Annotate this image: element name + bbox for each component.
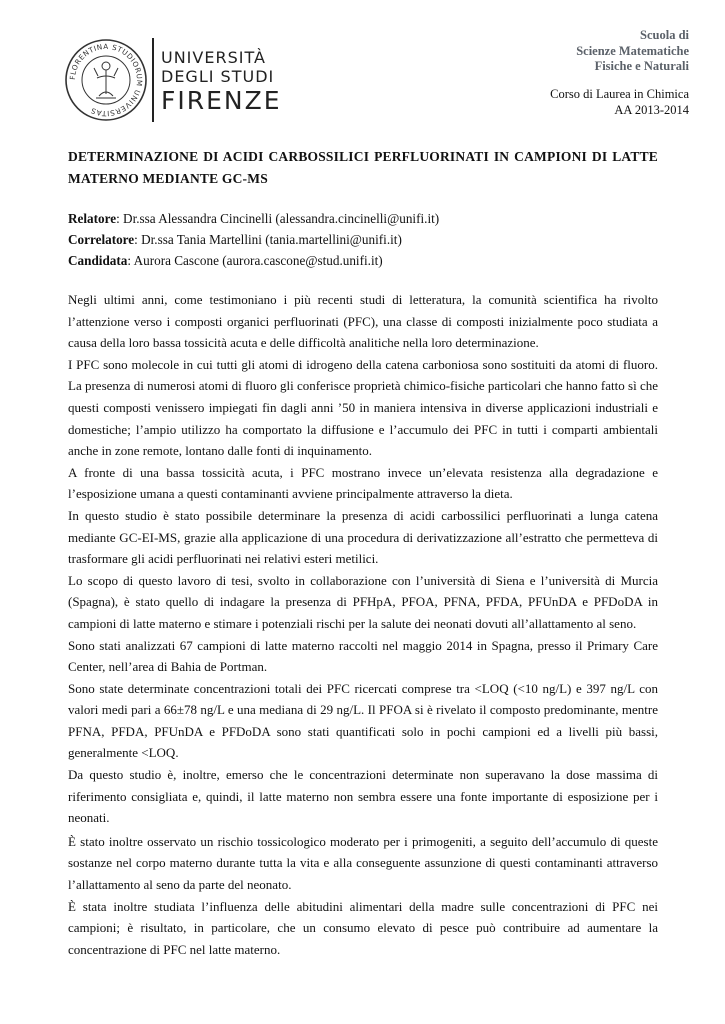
paragraph: È stata inoltre studiata l’influenza delle abitudini alimentari della madre sulle concentrazioni di PFC nei campioni; è risultato, in particolare, che un consumo elevato di pesce può contribuire ad aumentare la concentrazione di PFC nel latte materno. bbox=[68, 898, 658, 957]
paragraph: Sono stati analizzati 67 campioni di latte materno raccolti nel maggio 2014 in Spagna, presso il Primary Care Center, nell’area di Bahia de Portman. bbox=[68, 637, 658, 675]
logo-line-firenze: FIRENZE bbox=[161, 86, 282, 115]
role-label: Relatore bbox=[68, 211, 117, 226]
paragraph: In questo studio è stato possibile determinare la presenza di acidi carbossilici perfluorinati a lunga catena mediante GC-EI-MS, grazie alla applicazione di una procedura di derivatizzazione all’estratto che permetteva di trasformare gli acidi perfluorinati nei relativi esteri metilici. bbox=[68, 507, 658, 567]
paragraph: I PFC sono molecole in cui tutti gli atomi di idrogeno della catena carboniosa sono sostituiti da atomi di fluoro. La presenza di numerosi atomi di fluoro gli conferisce proprietà chimico-fisiche particolari che hanno fatto sì che questi composti venissero impiegati fin dagli anni ’50 in maniera intensiva in diverse applicazioni industriali e domestiche; l’ampio utilizzo ha comportato la diffusione e l’accumulo dei PFC in tutti i comparti ambientali anche in zone remote, lontano dalle fonti di inquinamento. bbox=[68, 356, 658, 459]
thesis-title: DETERMINAZIONE DI ACIDI CARBOSSILICI PERFLUORINATI IN CAMPIONI DI LATTE MATERNO MEDIANTE GC-MS bbox=[68, 149, 658, 186]
role-label: Candidata bbox=[68, 253, 128, 268]
faculty-block bbox=[576, 28, 689, 75]
logo-line-degli-studi: DEGLI STUDI bbox=[161, 67, 275, 86]
course-name: Corso di Laurea in Chimica bbox=[550, 87, 689, 101]
florentine-seal-icon bbox=[64, 38, 148, 122]
candidata-line bbox=[68, 250, 668, 271]
logo-wordmark bbox=[161, 48, 282, 115]
people-block bbox=[68, 208, 668, 271]
paragraph: Lo scopo di questo lavoro di tesi, svolto in collaborazione con l’università di Siena e l’università di Murcia (Spagna), è stato quello di indagare la presenza di PFHpA, PFOA, PFNA, PFDA, PFUnDA e PFDoDA in campioni di latte materno e stimare i potenziali rischi per la salute dei neonati dovuti all’allattamento al seno. bbox=[68, 572, 658, 631]
seal-text: FLORENTINA STUDIORUM UNIVERSITAS bbox=[67, 41, 145, 119]
role-value: : Aurora Cascone (aurora.cascone@stud.unifi.it) bbox=[127, 253, 383, 268]
role-value: : Dr.ssa Alessandra Cincinelli (alessandra.cincinelli@unifi.it) bbox=[116, 211, 440, 226]
faculty-line: Scienze Matematiche bbox=[576, 43, 689, 58]
faculty-line: Scuola di bbox=[640, 28, 689, 42]
paragraph: Negli ultimi anni, come testimoniano i più recenti studi di letteratura, la comunità scientifica ha rivolto l’attenzione verso i composti organici perfluorinati (PFC), una classe di composti inizialmente poco studiata a causa della loro bassa tossicità acuta e delle difficoltà analitiche nella loro determinazione. bbox=[68, 292, 658, 351]
course-block bbox=[550, 86, 689, 118]
university-logo bbox=[64, 36, 282, 128]
paragraph: È stato inoltre osservato un rischio tossicologico moderato per i primogeniti, a seguito dell’accumulo di queste sostanze nel corpo materno durante tutta la vita e alla conseguente assunzione di questi contaminanti attraverso l’allattamento al seno da parte del neonato. bbox=[68, 833, 658, 893]
abstract-body bbox=[68, 289, 658, 960]
correlatore-line bbox=[68, 229, 668, 250]
role-label: Correlatore bbox=[68, 232, 135, 247]
relatore-line bbox=[68, 208, 668, 229]
logo-line-universita: UNIVERSITÀ bbox=[161, 48, 266, 67]
role-value: : Dr.ssa Tania Martellini (tania.martellini@unifi.it) bbox=[134, 232, 402, 247]
faculty-line: Fisiche e Naturali bbox=[594, 59, 689, 73]
logo-divider bbox=[152, 38, 154, 122]
paragraph: Sono state determinate concentrazioni totali dei PFC ricercati comprese tra <LOQ (<10 ng/L) e 397 ng/L con valori medi pari a 66±78 ng/L e una mediana di 29 ng/L. Il PFOA si è rivelato il composto predominante, mentre PFNA, PFDA, PFUnDA e PFDoDA sono stati quantificati solo in pochi campioni ed a livelli più bassi, generalmente <LOQ. bbox=[68, 680, 658, 761]
paragraph: Da questo studio è, inoltre, emerso che le concentrazioni determinate non superavano la dose massima di riferimento consigliata e, quindi, il latte materno non sembra essere una fonte importante di esposizione per i neonati. bbox=[68, 767, 658, 826]
paragraph: A fronte di una bassa tossicità acuta, i PFC mostrano invece un’elevata resistenza alla degradazione e l’esposizione umana a questi contaminanti avviene principalmente attraverso la dieta. bbox=[68, 464, 658, 502]
academic-year: AA 2013-2014 bbox=[614, 103, 689, 117]
